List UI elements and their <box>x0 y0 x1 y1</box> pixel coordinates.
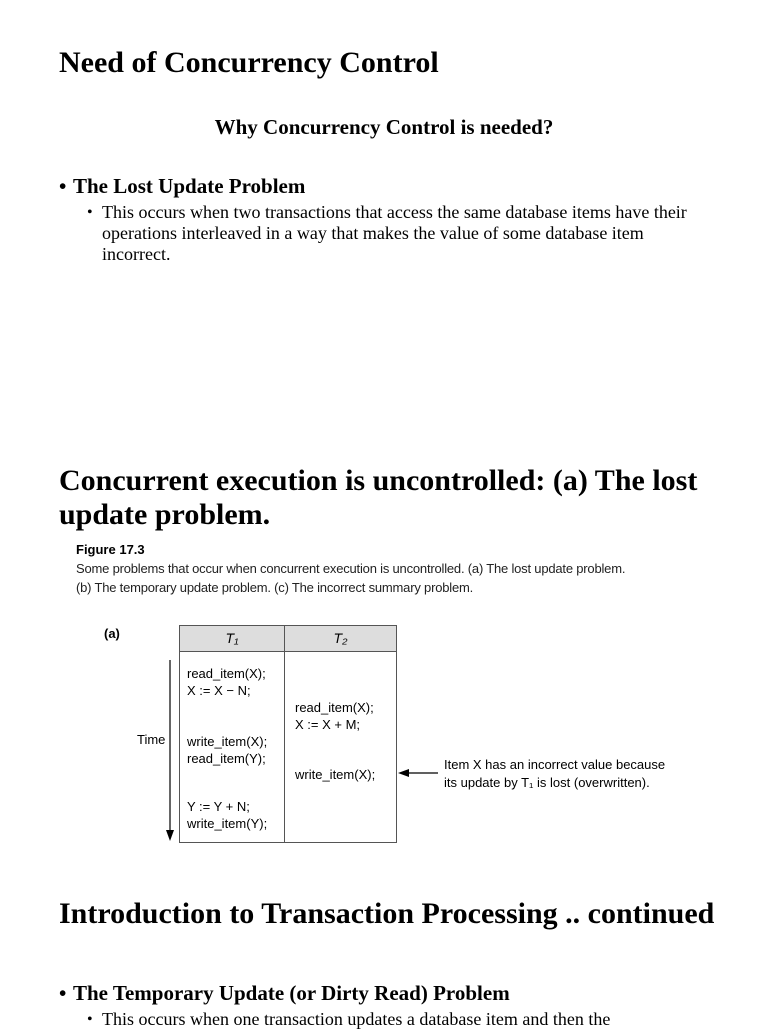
figure-caption: Some problems that occur when concurrent execution is uncontrolled. (a) The lost update problem. (b) The temporary update problem. (c) The incorrect summary problem. <box>76 561 626 595</box>
slide3-bullet <box>59 981 510 1006</box>
bullet-dot-icon: • <box>59 981 67 1005</box>
slide1-title: Need of Concurrency Control <box>59 46 439 79</box>
slide2-title: Concurrent execution is uncontrolled: (a) The lost update problem. <box>59 464 698 531</box>
slide3-sub-bullet-text: This occurs when one transaction updates a database item and then the <box>102 1009 611 1029</box>
slide1-sub-bullet <box>87 202 697 265</box>
figure-note <box>444 756 665 792</box>
schedule-header <box>180 626 396 652</box>
t1-ops-group2 <box>187 733 267 767</box>
bullet-dot-icon: • <box>87 204 93 221</box>
slide3-bullet-text: The Temporary Update (or Dirty Read) Problem <box>73 981 510 1005</box>
op-line: read_item(X); <box>187 666 266 681</box>
t1-ops-group3 <box>187 798 267 832</box>
op-line: X := X − N; <box>187 683 251 698</box>
figure-part-label: (a) <box>104 626 120 641</box>
bullet-dot-icon: • <box>59 174 67 198</box>
figure-label: Figure 17.3 <box>76 542 145 557</box>
column-t1: T₁ <box>180 626 285 651</box>
op-line: read_item(X); <box>295 700 374 715</box>
slide1-bullet-text: The Lost Update Problem <box>73 174 306 198</box>
time-arrow-icon <box>163 660 177 842</box>
note-line2: its update by T₁ is lost (overwritten). <box>444 775 650 790</box>
op-line: write_item(X); <box>295 767 376 782</box>
slide1-subtitle: Why Concurrency Control is needed? <box>214 115 554 139</box>
slide1-sub-bullet-text: This occurs when two transactions that access the same database items have their operations interleaved in a way that makes the value of some database item incorrect. <box>102 202 687 264</box>
note-arrow-icon <box>398 767 440 779</box>
op-line: X := X + M; <box>295 717 361 732</box>
op-line: read_item(Y); <box>187 751 266 766</box>
figure <box>76 542 676 597</box>
t2-ops-group2 <box>295 766 375 783</box>
column-divider <box>284 652 285 842</box>
bullet-dot-icon: • <box>87 1011 93 1028</box>
t1-ops-group1 <box>187 665 266 699</box>
op-line: write_item(X); <box>187 734 268 749</box>
slide3-title: Introduction to Transaction Processing .. continued <box>59 897 715 930</box>
op-line: Y := Y + N; <box>187 799 250 814</box>
note-line1: Item X has an incorrect value because <box>444 757 666 772</box>
op-line: write_item(Y); <box>187 816 268 831</box>
slide1-bullet <box>59 174 305 199</box>
schedule-table <box>179 625 397 843</box>
t2-ops-group1 <box>295 699 374 733</box>
time-label: Time <box>137 732 166 747</box>
slide3-sub-bullet <box>87 1009 707 1030</box>
column-t2: T₂ <box>333 630 348 646</box>
